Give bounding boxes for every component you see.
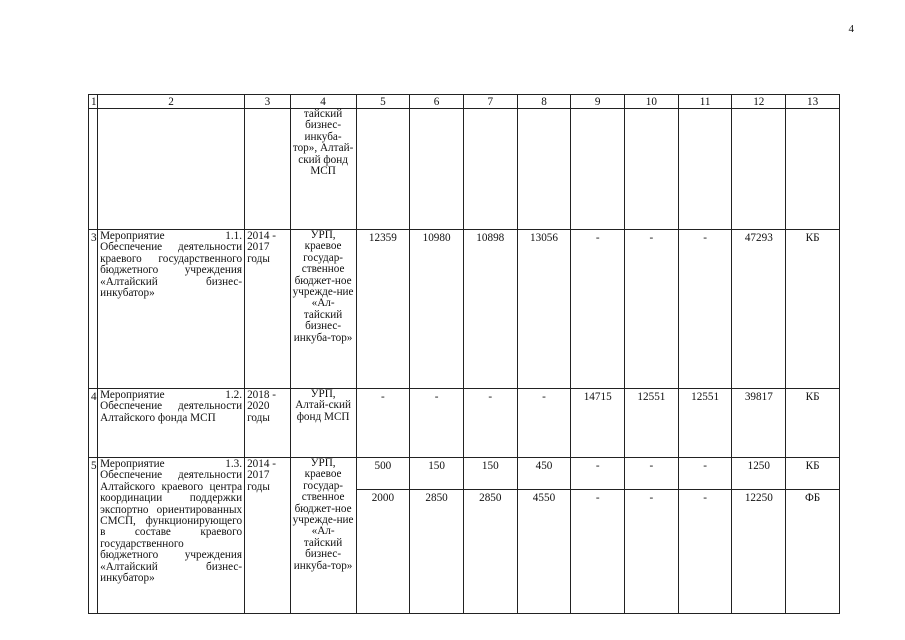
value-cell: -: [625, 458, 679, 490]
executor-cell: тайский бизнес-инкуба-тор», Алтай-ский фонд МСП: [290, 109, 356, 230]
executor-cell: УРП, Алтай-ский фонд МСП: [290, 389, 356, 458]
value-cell: -: [678, 490, 732, 614]
column-header: 11: [678, 95, 732, 109]
value-cell: -: [678, 458, 732, 490]
value-cell: 450: [517, 458, 571, 490]
total-cell: 12250: [732, 490, 786, 614]
column-header: 2: [98, 95, 245, 109]
activity-description: Мероприятие 1.3. Обеспечение деятельности Алтайского краевого центра координации поддержки экспортно ориентированных СМСП, функционирующего в составе краевого государственного бюджетного учреждения «Алтайский бизнес-инкубатор»: [98, 458, 245, 614]
table-row: [89, 230, 840, 389]
activity-description: Мероприятие 1.2. Обеспечение деятельности Алтайского фонда МСП: [98, 389, 245, 458]
total-cell: 47293: [732, 230, 786, 389]
total-cell: 39817: [732, 389, 786, 458]
value-cell: 2000: [356, 490, 410, 614]
value-cell: -: [571, 458, 625, 490]
column-header: 9: [571, 95, 625, 109]
total-cell: 1250: [732, 458, 786, 490]
column-header: 4: [290, 95, 356, 109]
table-row: [89, 389, 840, 458]
value-cell: 500: [356, 458, 410, 490]
value-cell: -: [571, 490, 625, 614]
value-cell: 13056: [517, 230, 571, 389]
value-cell: 2850: [410, 490, 464, 614]
value-cell: -: [625, 230, 679, 389]
column-header-row: [89, 95, 840, 109]
period-cell: 2014 - 2017 годы: [245, 230, 291, 389]
value-cell: 12551: [625, 389, 679, 458]
funding-source: КБ: [786, 230, 840, 389]
executor-cell: УРП, краевое государ-ственное бюджет-ное учрежде-ние «Ал-тайский бизнес-инкуба-тор»: [290, 230, 356, 389]
executor-cell: УРП, краевое государ-ственное бюджет-ное учрежде-ние «Ал-тайский бизнес-инкуба-тор»: [290, 458, 356, 614]
column-header: 13: [786, 95, 840, 109]
value-cell: -: [410, 389, 464, 458]
funding-source: КБ: [786, 389, 840, 458]
funding-source: ФБ: [786, 490, 840, 614]
value-cell: -: [571, 230, 625, 389]
period-cell: 2018 - 2020 годы: [245, 389, 291, 458]
column-header: 1: [89, 95, 98, 109]
value-cell: 4550: [517, 490, 571, 614]
activity-description: Мероприятие 1.1. Обеспечение деятельности краевого государственного бюджетного учреждения «Алтайский бизнес-инкубатор»: [98, 230, 245, 389]
page-number: 4: [848, 23, 854, 35]
column-header: 8: [517, 95, 571, 109]
value-cell: -: [678, 230, 732, 389]
budget-table: [88, 94, 840, 614]
column-header: 12: [732, 95, 786, 109]
column-header: 5: [356, 95, 410, 109]
funding-source: КБ: [786, 458, 840, 490]
table-row-continuation: [89, 109, 840, 230]
value-cell: -: [463, 389, 517, 458]
value-cell: -: [625, 490, 679, 614]
column-header: 6: [410, 95, 464, 109]
row-number: 5: [89, 458, 98, 614]
row-number: 4: [89, 389, 98, 458]
value-cell: 150: [410, 458, 464, 490]
row-number: 3: [89, 230, 98, 389]
period-cell: 2014 - 2017 годы: [245, 458, 291, 614]
value-cell: -: [517, 389, 571, 458]
column-header: 10: [625, 95, 679, 109]
value-cell: 12551: [678, 389, 732, 458]
value-cell: 10980: [410, 230, 464, 389]
value-cell: 150: [463, 458, 517, 490]
value-cell: 10898: [463, 230, 517, 389]
value-cell: 14715: [571, 389, 625, 458]
column-header: 7: [463, 95, 517, 109]
value-cell: -: [356, 389, 410, 458]
value-cell: 12359: [356, 230, 410, 389]
table-row: [89, 458, 840, 490]
column-header: 3: [245, 95, 291, 109]
value-cell: 2850: [463, 490, 517, 614]
